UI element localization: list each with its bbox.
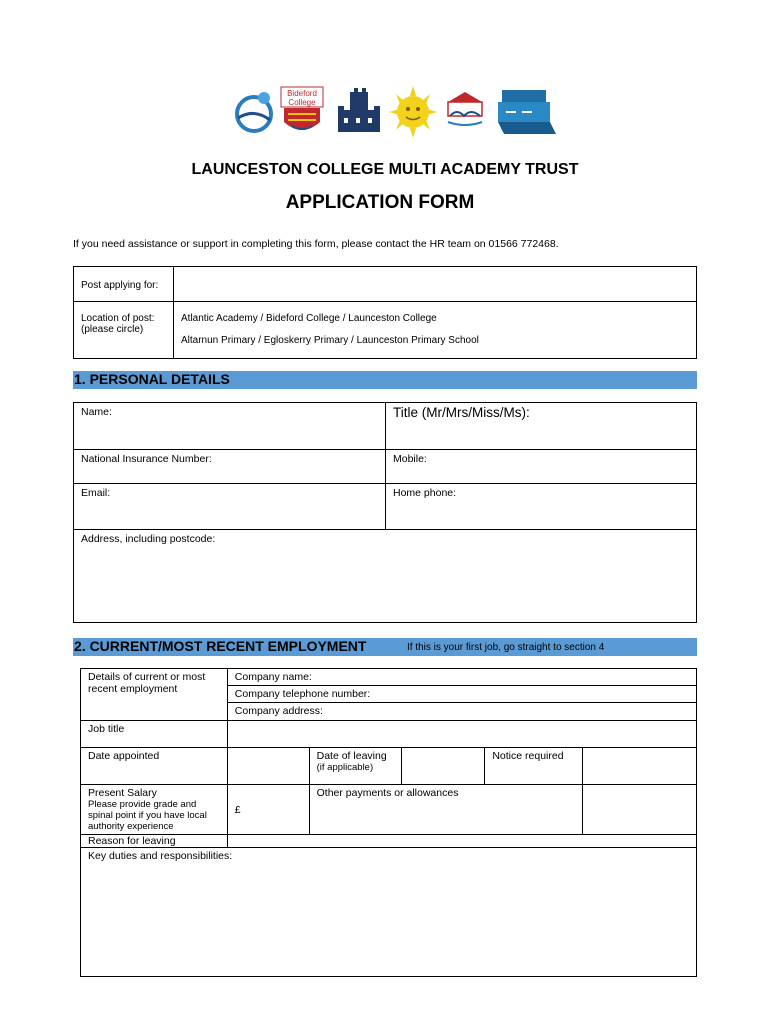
email-label: Email: xyxy=(81,487,111,499)
notice-field[interactable] xyxy=(583,748,697,785)
job-title-field[interactable] xyxy=(227,721,696,748)
section-2-bar xyxy=(73,638,697,656)
sun-logo xyxy=(388,84,438,140)
currency-symbol: £ xyxy=(234,803,241,816)
company-name-label: Company name: xyxy=(234,671,312,683)
date-appointed-label: Date appointed xyxy=(81,748,228,785)
other-payments-field[interactable] xyxy=(309,785,583,835)
reason-leaving-field[interactable] xyxy=(227,835,696,848)
other-payments-value[interactable] xyxy=(583,785,697,835)
name-field[interactable] xyxy=(74,403,386,450)
details-label: Details of current or most recent employment xyxy=(81,669,228,721)
present-salary-label: Present Salary xyxy=(88,787,157,799)
post-table xyxy=(73,266,697,359)
ni-number-label: National Insurance Number: xyxy=(81,453,212,465)
date-leaving-hint: (if applicable) xyxy=(316,762,374,773)
present-salary-field[interactable] xyxy=(227,785,309,835)
job-title-label: Job title xyxy=(81,721,228,748)
bridge-logo xyxy=(444,84,486,140)
date-leaving-label: Date of leaving xyxy=(316,750,387,762)
form-title: APPLICATION FORM xyxy=(285,192,475,213)
academy-logos xyxy=(230,84,560,140)
mobile-field[interactable] xyxy=(386,450,697,484)
home-phone-field[interactable] xyxy=(386,484,697,530)
section-1-heading: 1. PERSONAL DETAILS xyxy=(74,371,230,387)
company-name-field[interactable] xyxy=(227,669,696,686)
other-payments-label: Other payments or allowances xyxy=(316,787,459,799)
ni-number-field[interactable] xyxy=(74,450,386,484)
email-field[interactable] xyxy=(74,484,386,530)
bideford-logo-text-2: College xyxy=(288,98,316,107)
bideford-logo-text-1: Bideford xyxy=(287,89,317,98)
company-address-label: Company address: xyxy=(234,705,323,717)
key-duties-field[interactable] xyxy=(81,848,697,977)
post-applying-label: Post applying for: xyxy=(74,267,174,302)
home-phone-label: Home phone: xyxy=(393,487,457,499)
location-line-1[interactable]: Atlantic Academy / Bideford College / Launceston College xyxy=(181,313,437,324)
location-hint: (please circle) xyxy=(81,324,144,335)
title-label: Title (Mr/Mrs/Miss/Ms): xyxy=(393,405,530,420)
reason-leaving-label: Reason for leaving xyxy=(81,835,228,848)
employment-table xyxy=(80,668,697,977)
location-line-2[interactable]: Altarnun Primary / Egloskerry Primary / Launceston Primary School xyxy=(181,335,479,346)
castle-logo xyxy=(334,84,382,140)
date-appointed-field[interactable] xyxy=(227,748,309,785)
company-phone-field[interactable] xyxy=(227,686,696,703)
address-field[interactable] xyxy=(74,530,697,623)
notice-label: Notice required xyxy=(485,748,583,785)
launceston-college-logo xyxy=(230,84,280,140)
assistance-note: If you need assistance or support in completing this form, please contact the HR team on 01566 772468. xyxy=(73,238,559,250)
date-leaving-field[interactable] xyxy=(401,748,485,785)
title-field[interactable] xyxy=(386,403,697,450)
mobile-label: Mobile: xyxy=(393,453,427,465)
personal-details-table xyxy=(73,402,697,623)
date-leaving-label-cell xyxy=(309,748,401,785)
section-2-heading: 2. CURRENT/MOST RECENT EMPLOYMENT xyxy=(74,638,367,654)
atlantic-academy-logo xyxy=(496,84,558,140)
post-applying-field[interactable] xyxy=(174,267,697,302)
salary-hint: Please provide grade and spinal point if you have local authority experience xyxy=(88,799,207,832)
address-label: Address, including postcode: xyxy=(81,533,216,545)
location-options[interactable] xyxy=(174,302,697,359)
present-salary-label-cell xyxy=(81,785,228,835)
company-address-field[interactable] xyxy=(227,703,696,721)
company-phone-label: Company telephone number: xyxy=(234,688,371,700)
trust-title: LAUNCESTON COLLEGE MULTI ACADEMY TRUST xyxy=(191,161,579,178)
location-label-cell xyxy=(74,302,174,359)
location-label: Location of post: xyxy=(81,313,155,324)
key-duties-label: Key duties and responsibilities: xyxy=(88,850,233,862)
section-1-bar xyxy=(73,371,697,389)
bideford-college-logo xyxy=(280,84,324,140)
section-2-subheading: If this is your first job, go straight to section 4 xyxy=(407,642,605,653)
name-label: Name: xyxy=(81,406,112,418)
